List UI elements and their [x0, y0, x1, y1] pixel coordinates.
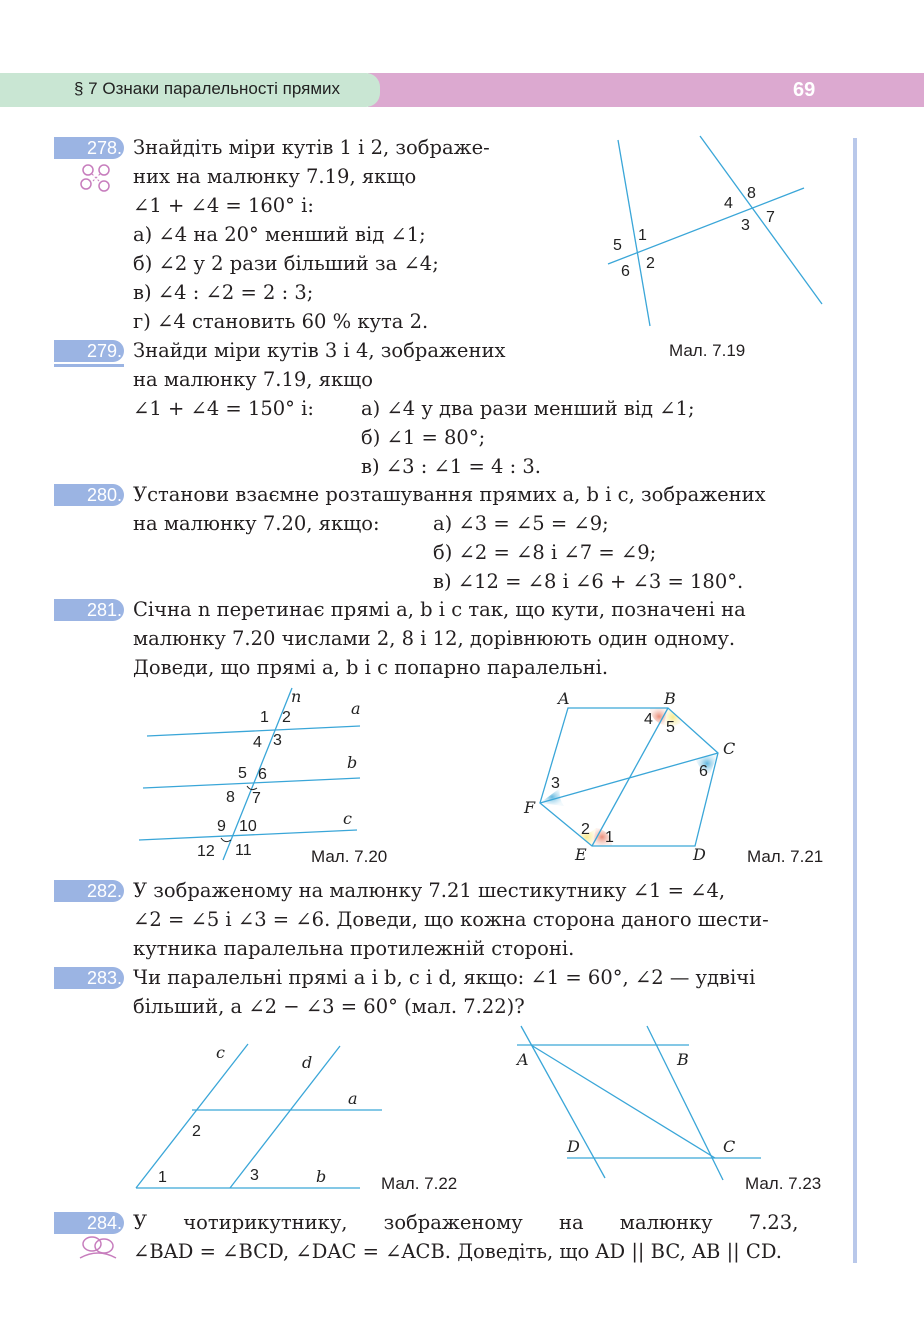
f723-vertex-D: D: [567, 1137, 580, 1156]
f721-hexagon: [540, 708, 718, 846]
problem-number-280: 280.: [54, 484, 124, 506]
f720-label-7: 7: [252, 790, 261, 807]
f721-diagonal-be: [592, 708, 668, 846]
figure-7-23: [505, 1022, 765, 1182]
margin-bar: [853, 138, 857, 1263]
p281-line3: Доведи, що прямі a, b і c попарно паралельні.: [133, 656, 609, 679]
p279-line5: б) ∠1 = 80°;: [361, 426, 486, 449]
f719-label-4: 4: [724, 195, 733, 212]
f721-label-4: 4: [644, 711, 653, 728]
f720-label-a: a: [351, 699, 361, 718]
p279-line1: Знайди міри кутів 3 і 4, зображених: [133, 339, 506, 362]
f722-line-c: [136, 1044, 248, 1188]
f720-label-6: 6: [258, 766, 267, 783]
section-title: § 7 Ознаки паралельності прямих: [74, 79, 341, 98]
f722-label-1: 1: [158, 1169, 167, 1186]
p279-underline: [54, 364, 124, 367]
f721-vertex-F: F: [524, 798, 536, 817]
f721-label-5: 5: [666, 719, 675, 736]
p282-line2: ∠2 = ∠5 і ∠3 = ∠6. Доведи, що кожна сторона даного шести-: [133, 908, 769, 931]
f723-vertex-C: C: [723, 1137, 736, 1156]
p284-line1: [133, 1208, 838, 1237]
f719-line-transversal: [608, 188, 804, 264]
f721-label-1: 1: [605, 829, 614, 846]
p278-line4: а) ∠4 на 20° менший від ∠1;: [133, 223, 426, 246]
p283-line2: більший, а ∠2 − ∠3 = 60° (мал. 7.22)?: [133, 995, 525, 1018]
f722-label-2: 2: [192, 1123, 201, 1140]
p282-line1: У зображеному на малюнку 7.21 шестикутнику ∠1 = ∠4,: [133, 879, 726, 902]
f720-label-3: 3: [273, 732, 282, 749]
problem-number-281: 281.: [54, 599, 124, 621]
p278-line2: них на малюнку 7.19, якщо: [133, 165, 417, 188]
figure-7-22: [130, 1038, 390, 1198]
f720-caption: Мал. 7.20: [311, 847, 388, 866]
group-work-icon: [78, 162, 114, 194]
f720-label-11: 11: [235, 842, 252, 859]
p280-line4: б) ∠2 = ∠8 і ∠7 = ∠9;: [433, 541, 657, 564]
p284-line1-text: У чотирикутнику, зображеному на малюнку 7.23,: [133, 1211, 799, 1234]
p278-line5: б) ∠2 у 2 рази більший за ∠4;: [133, 252, 439, 275]
f722-label-a: a: [348, 1089, 358, 1108]
f720-label-n: n: [291, 687, 302, 706]
f720-label-8: 8: [226, 789, 235, 806]
problem-number-279: 279.: [54, 340, 124, 362]
f721-vertex-A: A: [558, 689, 570, 708]
p281-line2: малюнку 7.20 числами 2, 8 і 12, дорівнюють один одному.: [133, 627, 736, 650]
p279-line2: на малюнку 7.19, якщо: [133, 368, 374, 391]
f723-vertex-A: A: [517, 1050, 529, 1069]
p279-line6: в) ∠3 : ∠1 = 4 : 3.: [361, 455, 541, 478]
f722-caption: Мал. 7.22: [381, 1174, 458, 1193]
f721-label-6: 6: [699, 763, 708, 780]
f719-label-3: 3: [741, 217, 750, 234]
f723-caption: Мал. 7.23: [745, 1174, 822, 1193]
f720-label-c: c: [343, 809, 352, 828]
problem-number-284: 284.: [54, 1212, 124, 1234]
f719-label-2: 2: [646, 255, 655, 272]
f721-vertex-B: B: [664, 689, 676, 708]
f719-label-7: 7: [766, 209, 775, 226]
f723-line-ad: [521, 1026, 605, 1178]
page-number: 69: [793, 79, 816, 101]
p278-line3: ∠1 + ∠4 = 160° і:: [133, 194, 314, 217]
f720-label-5: 5: [238, 765, 247, 782]
f721-vertex-E: E: [575, 845, 587, 864]
p280-line5: в) ∠12 = ∠8 і ∠6 + ∠3 = 180°.: [433, 570, 744, 593]
f721-caption: Мал. 7.21: [747, 847, 824, 866]
problem-number-282: 282.: [54, 880, 124, 902]
f720-line-b: [143, 778, 360, 788]
problem-number-278: 278.: [54, 137, 124, 159]
f722-label-c: c: [216, 1043, 225, 1062]
p280-line1: Установи взаємне розташування прямих a, b і c, зображених: [133, 483, 766, 506]
f720-label-2: 2: [282, 709, 291, 726]
figure-7-20: [135, 684, 375, 864]
f722-label-d: d: [302, 1053, 313, 1072]
f719-caption: Мал. 7.19: [669, 341, 746, 360]
f720-label-12: 12: [197, 843, 215, 860]
p283-line1: Чи паралельні прямі a і b, c і d, якщо: ∠1 = 60°, ∠2 — удвічі: [133, 966, 756, 989]
problem-number-283: 283.: [54, 967, 124, 989]
f720-label-1: 1: [260, 709, 269, 726]
p278-line6: в) ∠4 : ∠2 = 2 : 3;: [133, 281, 314, 304]
f722-label-3: 3: [250, 1167, 259, 1184]
p278-line7: г) ∠4 становить 60 % кута 2.: [133, 310, 429, 333]
p278-line1: Знайдіть міри кутів 1 і 2, зображе-: [133, 136, 490, 159]
f719-label-8: 8: [747, 185, 756, 202]
p284-line2: ∠BAD = ∠BCD, ∠DAC = ∠ACB. Доведіть, що AD || BC, AB || CD.: [133, 1240, 782, 1263]
f720-label-4: 4: [253, 734, 262, 751]
f721-vertex-C: C: [723, 739, 736, 758]
f721-label-2: 2: [581, 821, 590, 838]
p280-line3: а) ∠3 = ∠5 = ∠9;: [433, 512, 609, 535]
figure-7-21: [520, 684, 750, 864]
f722-label-b: b: [316, 1167, 327, 1186]
f723-vertex-B: B: [677, 1050, 689, 1069]
figure-7-19: [600, 132, 840, 372]
p281-line1: Січна n перетинає прямі a, b і c так, що кути, позначені на: [133, 598, 746, 621]
p279-line3: ∠1 + ∠4 = 150° і:: [133, 397, 314, 420]
f719-label-5: 5: [613, 237, 622, 254]
f720-label-10: 10: [239, 818, 257, 835]
p282-line3: кутника паралельна протилежній стороні.: [133, 937, 575, 960]
f719-line-right: [700, 136, 822, 304]
f720-label-b: b: [347, 753, 358, 772]
f721-label-3: 3: [551, 775, 560, 792]
p280-line2: на малюнку 7.20, якщо:: [133, 512, 380, 535]
f720-label-9: 9: [217, 818, 226, 835]
f721-vertex-D: D: [693, 845, 706, 864]
p279-line4: а) ∠4 у два рази менший від ∠1;: [361, 397, 695, 420]
discussion-icon: [76, 1234, 120, 1260]
header-band-pink: [368, 73, 924, 107]
f719-label-1: 1: [638, 227, 647, 244]
f719-label-6: 6: [621, 263, 630, 280]
